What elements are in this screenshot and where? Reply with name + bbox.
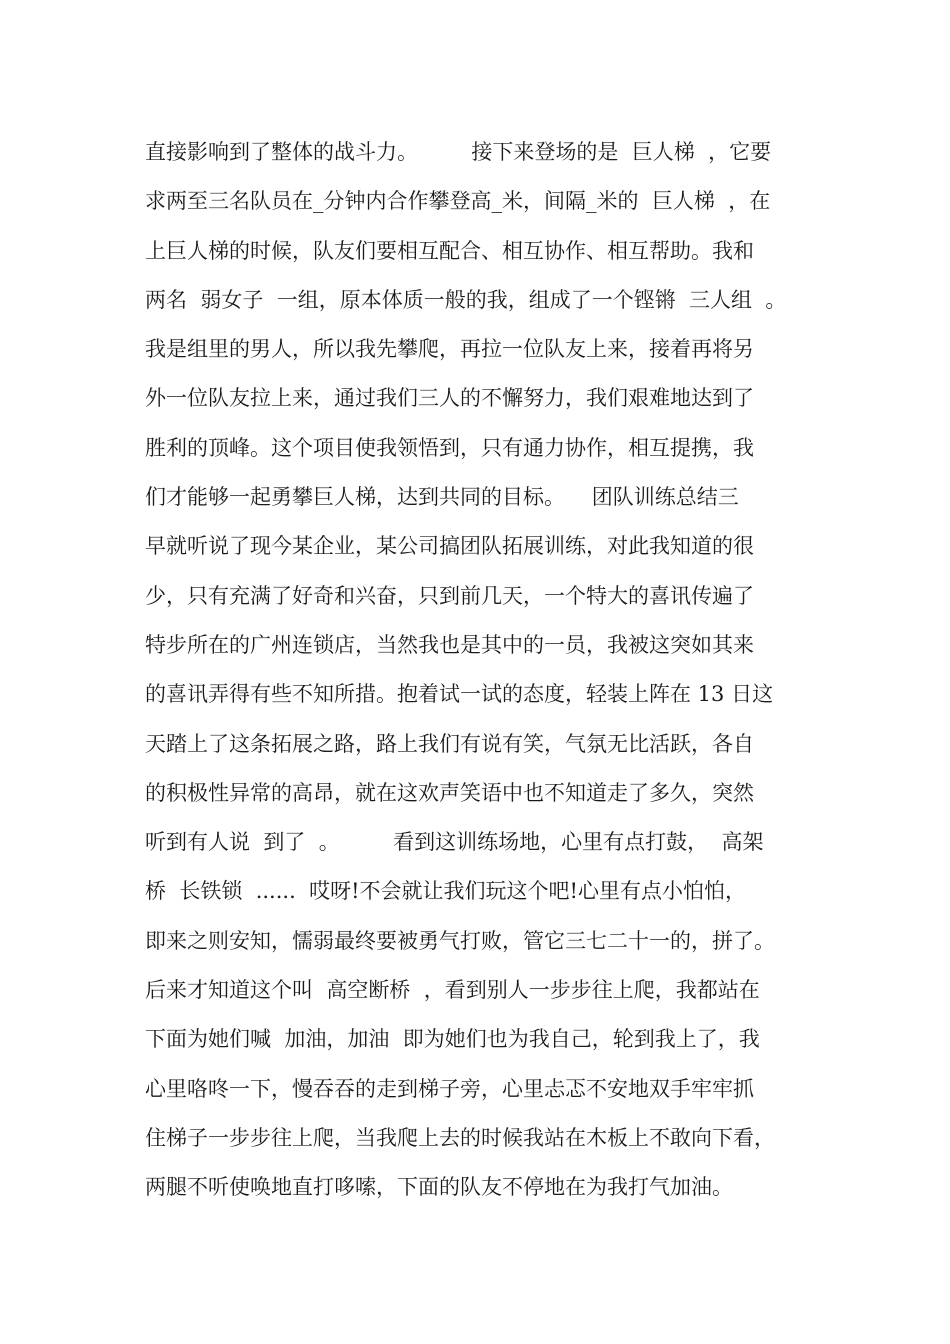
text-line: 两名 弱女子 一组，原本体质一般的我，组成了一个铿锵 三人组 。: [145, 287, 787, 312]
text-line: 少，只有充满了好奇和兴奋，只到前几天，一个特大的喜讯传遍了: [145, 583, 754, 608]
text-line: 心里咯咚一下，慢吞吞的走到梯子旁，心里忐忑不安地双手牢牢抓: [145, 1076, 754, 1101]
body-text: [145, 128, 835, 1213]
text-line: 天踏上了这条拓展之路，路上我们有说有笑，气氛无比活跃，各自: [145, 731, 754, 756]
text-line: 直接影响到了整体的战斗力。 接下来登场的是 巨人梯 ，它要: [145, 140, 772, 164]
text-line: 听到有人说 到了 。 看到这训练场地，心里有点打鼓， 高架: [145, 830, 764, 855]
text-line: 住梯子一步步往上爬，当我爬上去的时候我站在木板上不敢向下看，: [145, 1125, 775, 1150]
text-line: 特步所在的广州连锁店，当然我也是其中的一员，我被这突如其来: [145, 632, 754, 657]
text-line: 即来之则安知，懦弱最终要被勇气打败，管它三七二十一的，拼了。: [145, 928, 775, 953]
text-line: 下面为她们喊 加油，加油 即为她们也为我自己，轮到我上了，我: [145, 1027, 760, 1052]
text-line: 我是组里的男人，所以我先攀爬，再拉一位队友上来，接着再将另: [145, 337, 754, 362]
text-line: 胜利的顶峰。这个项目使我领悟到，只有通力协作，相互提携，我: [145, 435, 754, 460]
text-line: 桥 长铁锁 ...... 哎呀!不会就让我们玩这个吧!心里有点小怕怕，: [145, 879, 746, 904]
text-line: 早就听说了现今某企业，某公司搞团队拓展训练，对此我知道的很: [145, 534, 754, 559]
text-line: 后来才知道这个叫 高空断桥 ，看到别人一步步往上爬，我都站在: [145, 978, 760, 1003]
text-line: 上巨人梯的时候，队友们要相互配合、相互协作、相互帮助。我和: [145, 238, 754, 263]
text-line: 的喜讯弄得有些不知所措。抱着试一试的态度，轻装上阵在 13 日这: [145, 682, 774, 707]
text-line: 的积极性异常的高昂，就在这欢声笑语中也不知道走了多久，突然: [145, 780, 754, 805]
text-line: 求两至三名队员在_分钟内合作攀登高_米，间隔_米的 巨人梯 ，在: [145, 189, 771, 214]
text-line: 外一位队友拉上来，通过我们三人的不懈努力，我们艰难地达到了: [145, 386, 754, 411]
text-line: 们才能够一起勇攀巨人梯，达到共同的目标。 团队训练总结三: [145, 485, 739, 510]
text-line: 两腿不听使唤地直打哆嗦，下面的队友不停地在为我打气加油。: [145, 1175, 733, 1200]
